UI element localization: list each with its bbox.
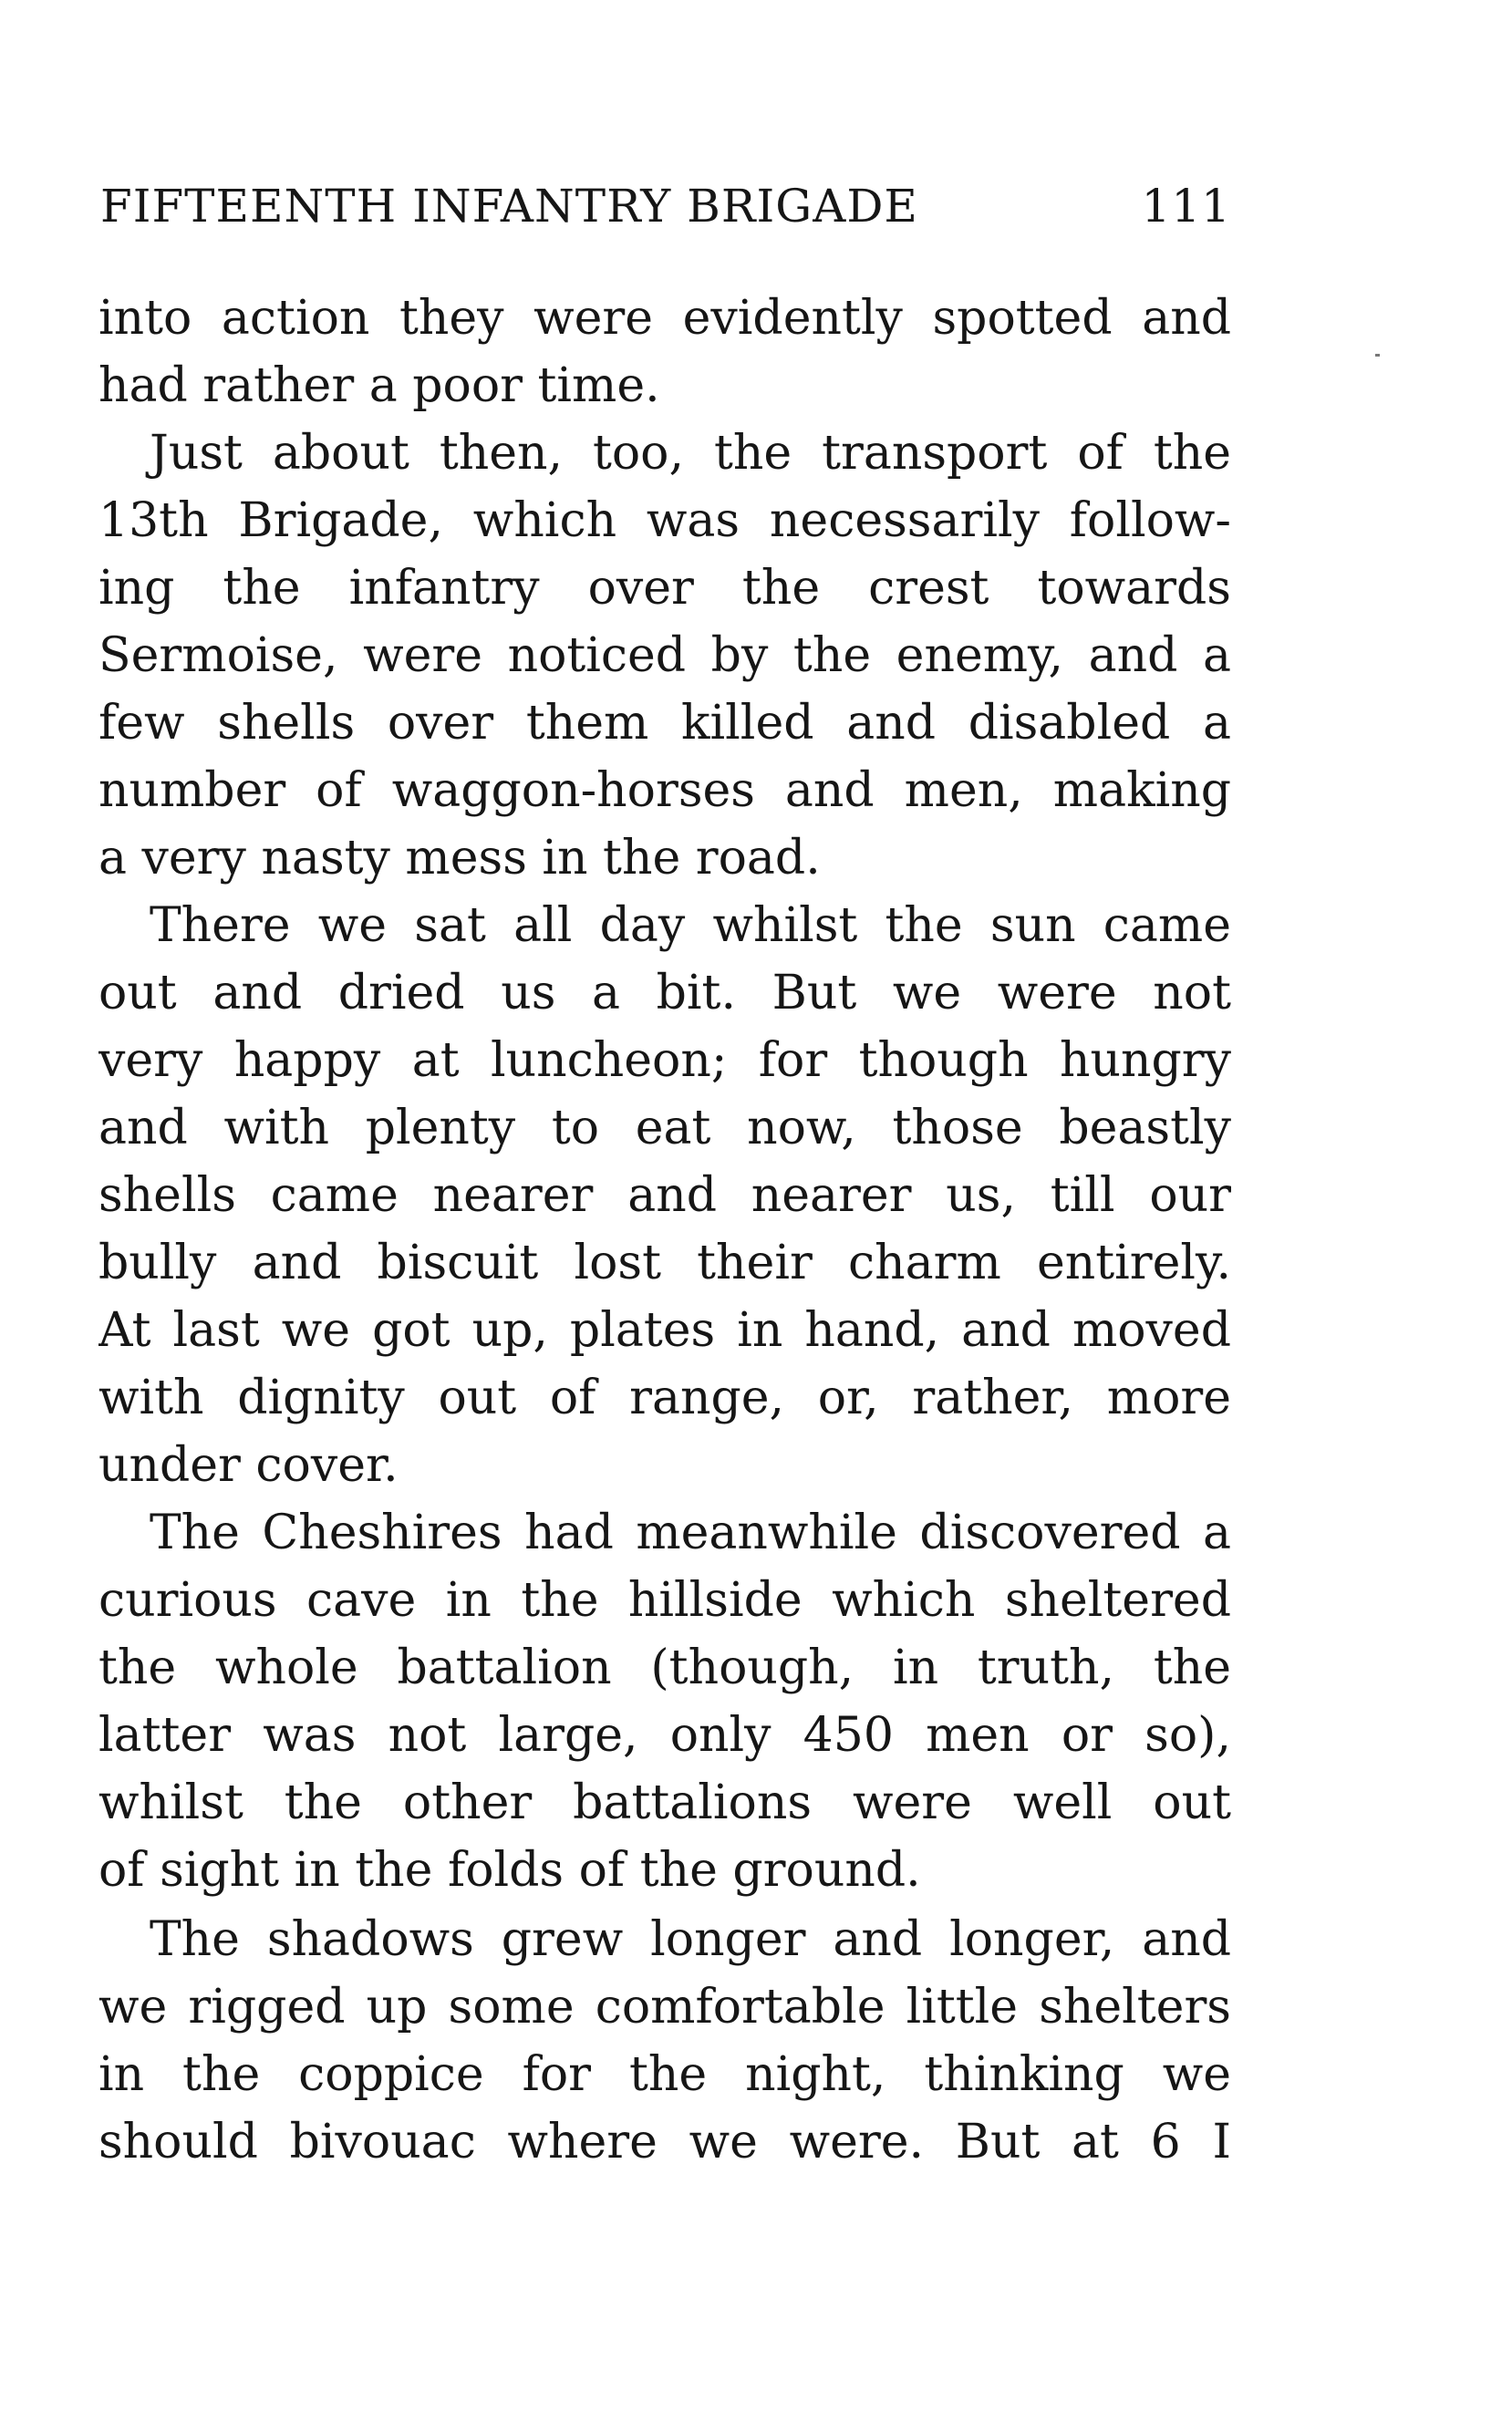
text-line: The shadows grew longer and longer, and bbox=[150, 1912, 1231, 1967]
text-line: with dignity out of range, or, rather, more bbox=[98, 1371, 1231, 1425]
text-line: under cover. bbox=[98, 1438, 399, 1493]
text-line: ing the infantry over the crest towards bbox=[98, 561, 1231, 616]
text-line: the whole battalion (though, in truth, the bbox=[98, 1641, 1231, 1695]
text-line: There we sat all day whilst the sun came bbox=[150, 898, 1231, 953]
text-line: number of waggon-horses and men, making bbox=[98, 763, 1231, 818]
text-line: in the coppice for the night, thinking we bbox=[98, 2047, 1231, 2102]
text-line: At last we got up, plates in hand, and moved bbox=[98, 1303, 1231, 1358]
text-line: Sermoise, were noticed by the enemy, and a bbox=[98, 628, 1231, 683]
text-line: shells came nearer and nearer us, till our bbox=[98, 1168, 1231, 1223]
text-line: whilst the other battalions were well out bbox=[98, 1776, 1231, 1830]
ink-speck bbox=[1375, 354, 1380, 357]
text-line: and with plenty to eat now, those beastly bbox=[98, 1101, 1231, 1155]
text-line: latter was not large, only 450 men or so), bbox=[98, 1708, 1231, 1763]
text-line: bully and biscuit lost their charm entirely. bbox=[98, 1236, 1231, 1290]
text-line: into action they were evidently spotted and bbox=[98, 291, 1231, 346]
text-line: a very nasty mess in the road. bbox=[98, 831, 821, 885]
text-line: of sight in the folds of the ground. bbox=[98, 1843, 921, 1898]
text-line: Just about then, too, the transport of the bbox=[150, 426, 1231, 481]
text-line: very happy at luncheon; for though hungry bbox=[98, 1033, 1231, 1088]
text-line: The Cheshires had meanwhile discovered a bbox=[150, 1506, 1231, 1560]
text-line: curious cave in the hillside which sheltered bbox=[98, 1573, 1231, 1628]
page-number: 111 bbox=[1141, 180, 1231, 233]
text-line: 13th Brigade, which was necessarily follow- bbox=[98, 493, 1231, 548]
text-line: we rigged up some comfortable little shelters bbox=[98, 1980, 1231, 2034]
running-title: FIFTEENTH INFANTRY BRIGADE bbox=[100, 180, 918, 233]
text-line: should bivouac where we were. But at 6 I bbox=[98, 2115, 1231, 2169]
running-head bbox=[100, 173, 1231, 239]
text-line: had rather a poor time. bbox=[98, 358, 660, 413]
text-line: out and dried us a bit. But we were not bbox=[98, 966, 1231, 1020]
text-line: few shells over them killed and disabled a bbox=[98, 696, 1231, 751]
